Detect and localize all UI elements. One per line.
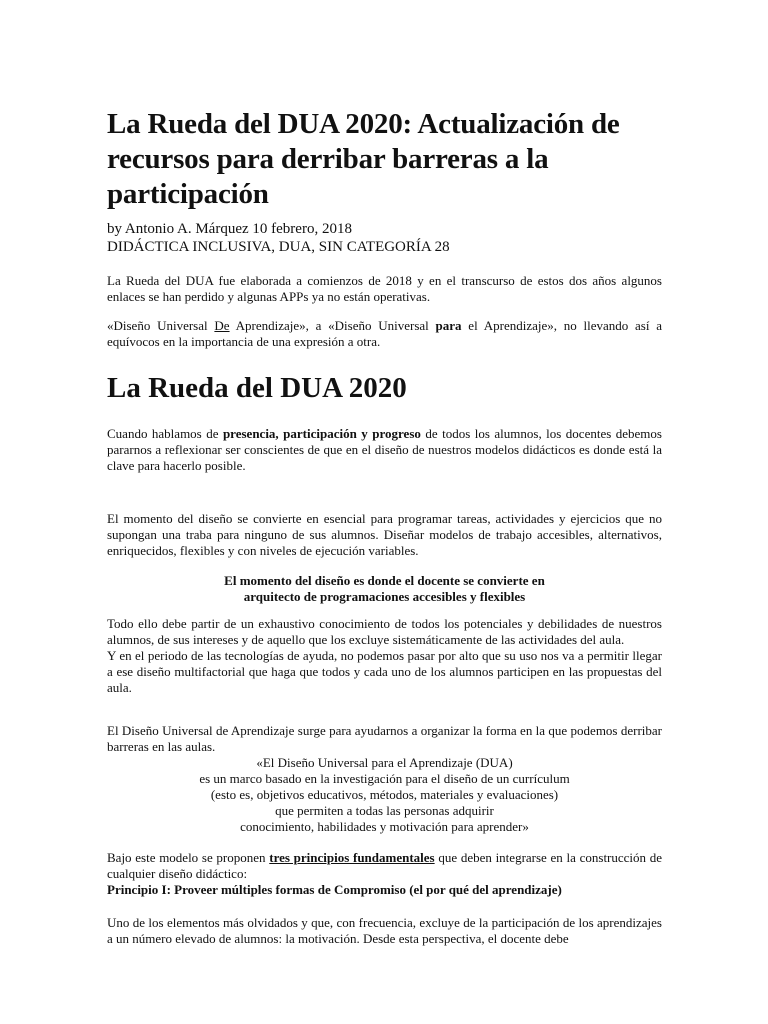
principle-1-heading: Principio I: Proveer múltiples formas de Compromiso (el por qué del aprendizaje) [107, 882, 562, 897]
section-paragraph-6 [107, 850, 662, 882]
text-run: «Diseño Universal [107, 318, 215, 333]
section-paragraph-5: El Diseño Universal de Aprendizaje surge para ayudarnos a organizar la forma en la que podemos derribar barreras en las aulas. [107, 723, 662, 754]
text-run: de todos los alumnos, los docentes debemos pararnos a reflexionar ser conscientes de que en el diseño de nuestros modelos didácticos es donde está la clave para hacerlo posible. [107, 426, 662, 473]
text-run: el Aprendizaje», no llevando así a equívocos en la importancia de una expresión a otra. [107, 318, 662, 349]
quote-line: arquitecto de programaciones accesibles y flexibles [243, 589, 526, 604]
categories: DIDÁCTICA INCLUSIVA, DUA, SIN CATEGORÍA 28 [107, 239, 450, 255]
section-paragraph-3: Todo ello debe partir de un exhaustivo conocimiento de todos los potenciales y debilidades de nuestros alumnos, de sus intereses y de aquello que los excluye sistemáticamente de las actividades del aula. [107, 616, 662, 647]
highlight-quote [107, 573, 662, 605]
quote-line: El momento del diseño es donde el docente se convierte en [224, 573, 545, 588]
definition-line: que permiten a todas las personas adquirir [275, 803, 494, 818]
section-heading: La Rueda del DUA 2020 [107, 372, 407, 404]
section-paragraph-1 [107, 426, 662, 474]
bold-underlined-phrase [269, 850, 434, 865]
definition-line: conocimiento, habilidades y motivación para aprender» [240, 819, 529, 834]
text-run: que deben integrarse en la construcción de cualquier diseño didáctico: [107, 850, 663, 881]
article [107, 0, 662, 947]
intro-paragraph-2 [107, 318, 662, 350]
definition-line: es un marco basado en la investigación para el diseño de un currículum [199, 771, 570, 786]
byline: by Antonio A. Márquez 10 febrero, 2018 [107, 221, 352, 237]
bold-phrase: presencia, participación y progreso [222, 426, 421, 441]
text-run: Cuando hablamos de [107, 426, 223, 441]
underlined-word: De [214, 318, 230, 333]
section-paragraph-7: Uno de los elementos más olvidados y que, con frecuencia, excluye de la participación de los aprendizajes a un número elevado de alumnos: la motivación. Desde esta perspectiva, el docente debe [107, 915, 662, 946]
section-paragraph-4: Y en el periodo de las tecnologías de ayuda, no podemos pasar por alto que su uso nos va a permitir llegar a ese diseño multifactorial que haga que todos y cada uno de los alumnos participen en las propuestas del aula. [107, 648, 662, 695]
definition-line: «El Diseño Universal para el Aprendizaje (DUA) [256, 755, 513, 770]
section-paragraph-2: El momento del diseño se convierte en esencial para programar tareas, actividades y ejercicios que no supongan una traba para ninguno de sus alumnos. Diseñar modelos de trabajo accesibles, alternativos, enriquecidos, flexibles y con niveles de ejecución variables. [107, 511, 662, 558]
definition-line: (esto es, objetivos educativos, métodos, materiales y evaluaciones) [210, 787, 559, 802]
text-run: Aprendizaje», a «Diseño Universal [229, 318, 436, 333]
intro-paragraph-1: La Rueda del DUA fue elaborada a comienzos de 2018 y en el transcurso de estos dos años algunos enlaces se han perdido y algunas APPs ya no están operativas. [107, 273, 662, 304]
article-title: La Rueda del DUA 2020: Actualización de recursos para derribar barreras a la participación [107, 108, 620, 210]
dua-definition [107, 755, 662, 835]
bold-word: para [435, 318, 462, 333]
underlined-phrase: tres principios fundamentales [269, 850, 435, 865]
text-run: Bajo este modelo se proponen [107, 850, 270, 865]
